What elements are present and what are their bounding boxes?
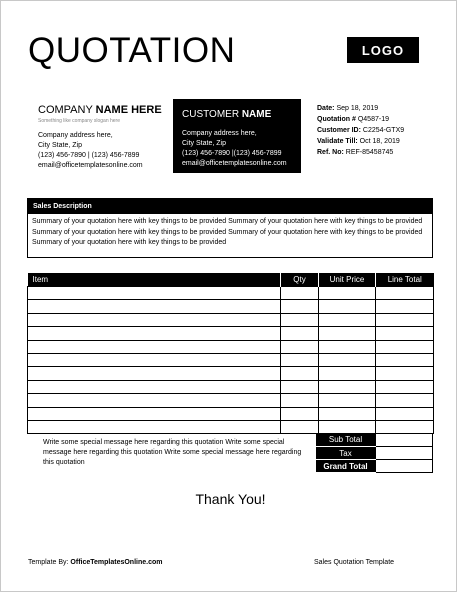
line-total-cell[interactable]: [376, 327, 434, 340]
company-email: email@officetemplatesonline.com: [38, 162, 143, 169]
unit-price-cell[interactable]: [319, 287, 376, 300]
company-block: [38, 103, 178, 171]
table-row: [28, 353, 434, 366]
item-cell[interactable]: [28, 367, 281, 380]
line-total-cell[interactable]: [376, 287, 434, 300]
line-total-cell[interactable]: [376, 340, 434, 353]
footer-template-name: Sales Quotation Template: [314, 559, 395, 566]
item-cell[interactable]: [28, 313, 281, 326]
grand-total-value[interactable]: [376, 460, 433, 473]
unit-price-cell[interactable]: [319, 340, 376, 353]
item-cell[interactable]: [28, 420, 281, 433]
table-row: [28, 287, 434, 300]
item-cell[interactable]: [28, 353, 281, 366]
meta-quotation-number: Quotation # Q4587-19: [317, 116, 389, 123]
table-row: [28, 420, 434, 433]
tax-row: [316, 447, 433, 460]
company-name: COMPANY NAME HERE: [38, 104, 162, 116]
customer-address-line2: City State, Zip: [182, 140, 226, 147]
customer-email: email@officetemplatesonline.com: [182, 160, 287, 167]
qty-cell[interactable]: [281, 340, 319, 353]
subtotal-label: Sub Total: [316, 434, 376, 447]
sales-description-box: [27, 198, 433, 258]
customer-phone: (123) 456-7890 |(123) 456-7899: [182, 150, 282, 157]
qty-cell[interactable]: [281, 407, 319, 420]
qty-cell[interactable]: [281, 394, 319, 407]
qty-cell[interactable]: [281, 300, 319, 313]
line-total-cell[interactable]: [376, 380, 434, 393]
qty-cell[interactable]: [281, 327, 319, 340]
unit-price-cell[interactable]: [319, 367, 376, 380]
meta-validate-till: Validate Till: Oct 18, 2019: [317, 138, 400, 145]
sales-description-text: Summary of your quotation here with key things to be provided Summary of your quotation here with key things to be provided Summary of your quotation here with key things to be provided Summary of your quotation here with key things to be provided Summary of your quotation here with key things to be provided: [32, 218, 423, 246]
item-cell[interactable]: [28, 380, 281, 393]
line-total-cell[interactable]: [376, 367, 434, 380]
unit-price-cell[interactable]: [319, 420, 376, 433]
unit-price-cell[interactable]: [319, 353, 376, 366]
table-row: [28, 407, 434, 420]
line-total-cell[interactable]: [376, 353, 434, 366]
tax-value[interactable]: [376, 447, 433, 460]
items-header-row: [28, 273, 434, 287]
item-cell[interactable]: [28, 287, 281, 300]
items-table: [27, 273, 434, 434]
qty-cell[interactable]: [281, 420, 319, 433]
table-row: [28, 313, 434, 326]
item-cell[interactable]: [28, 327, 281, 340]
column-header-unit-price: Unit Price: [319, 273, 376, 287]
footer-template-by: Template By: OfficeTemplatesOnline.com: [28, 559, 163, 566]
table-row: [28, 367, 434, 380]
company-address-line1: Company address here,: [38, 132, 113, 139]
unit-price-cell[interactable]: [319, 313, 376, 326]
customer-block: [173, 99, 301, 173]
line-total-cell[interactable]: [376, 407, 434, 420]
unit-price-cell[interactable]: [319, 407, 376, 420]
qty-cell[interactable]: [281, 353, 319, 366]
line-total-cell[interactable]: [376, 313, 434, 326]
sales-description-heading: Sales Description: [28, 199, 432, 214]
grand-total-row: [316, 460, 433, 473]
item-cell[interactable]: [28, 300, 281, 313]
unit-price-cell[interactable]: [319, 380, 376, 393]
totals-table: [316, 433, 433, 473]
tax-label: Tax: [316, 447, 376, 460]
qty-cell[interactable]: [281, 287, 319, 300]
table-row: [28, 340, 434, 353]
meta-date: Date: Sep 18, 2019: [317, 105, 379, 112]
line-total-cell[interactable]: [376, 420, 434, 433]
unit-price-cell[interactable]: [319, 394, 376, 407]
qty-cell[interactable]: [281, 313, 319, 326]
items-body: [28, 287, 434, 434]
thank-you-text: Thank You!: [195, 491, 266, 507]
line-total-cell[interactable]: [376, 300, 434, 313]
meta-ref-no: Ref. No: REF-85458745: [317, 149, 394, 156]
customer-address-line1: Company address here,: [182, 130, 257, 137]
line-total-cell[interactable]: [376, 394, 434, 407]
page-title: QUOTATION: [28, 31, 236, 70]
qty-cell[interactable]: [281, 367, 319, 380]
subtotal-value[interactable]: [376, 434, 433, 447]
table-row: [28, 327, 434, 340]
subtotal-row: [316, 434, 433, 447]
table-row: [28, 300, 434, 313]
item-cell[interactable]: [28, 394, 281, 407]
column-header-item: Item: [28, 273, 281, 287]
quote-meta: [317, 103, 404, 158]
column-header-line-total: Line Total: [376, 273, 434, 287]
company-address-line2: City State, Zip: [38, 142, 82, 149]
qty-cell[interactable]: [281, 380, 319, 393]
unit-price-cell[interactable]: [319, 327, 376, 340]
column-header-qty: Qty: [281, 273, 319, 287]
special-message: Write some special message here regarding this quotation Write some special message here regarding this quotation Write some special message here regarding this quotation: [43, 439, 302, 466]
customer-name: CUSTOMER NAME: [182, 109, 272, 120]
logo: LOGO: [347, 37, 419, 63]
item-cell[interactable]: [28, 340, 281, 353]
item-cell[interactable]: [28, 407, 281, 420]
table-row: [28, 380, 434, 393]
grand-total-label: Grand Total: [316, 460, 376, 473]
unit-price-cell[interactable]: [319, 300, 376, 313]
company-phone: (123) 456-7890 | (123) 456-7899: [38, 152, 140, 159]
meta-customer-id: Customer ID: C2254-GTX9: [317, 127, 405, 134]
table-row: [28, 394, 434, 407]
company-slogan: Something like company slogan here: [38, 118, 120, 124]
